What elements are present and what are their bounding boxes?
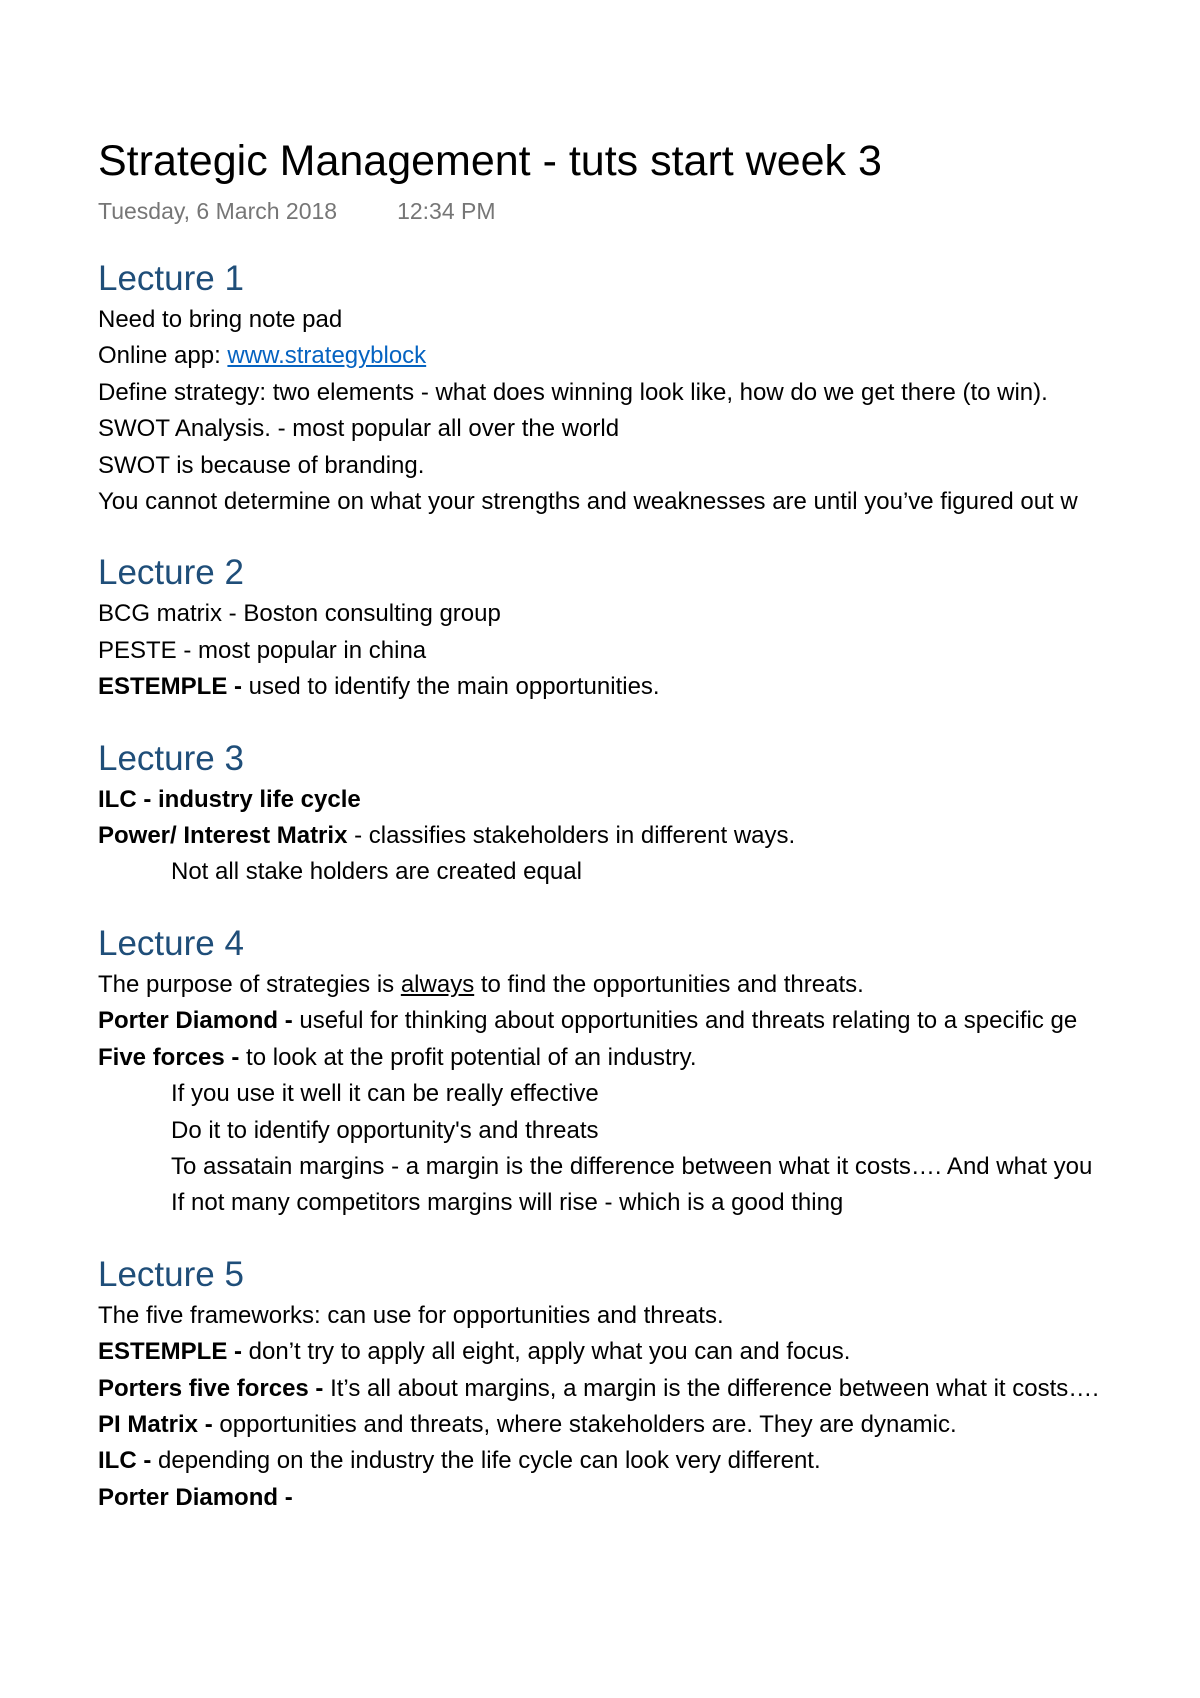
lecture-4-heading: Lecture 4: [98, 923, 244, 963]
term-label: ESTEMPLE -: [98, 1338, 243, 1366]
note-line: The five frameworks: can use for opportunities and threats.: [98, 1301, 724, 1329]
term-label: ESTEMPLE -: [98, 673, 243, 701]
page-meta: [98, 196, 1200, 226]
term-description: It’s all about margins, a margin is the difference between what it costs….: [323, 1374, 1099, 1402]
lecture-5-heading: Lecture 5: [98, 1254, 244, 1294]
term-description: don’t try to apply all eight, apply what you can and focus.: [242, 1338, 851, 1366]
page-content: [98, 132, 1200, 1516]
note-line: [98, 338, 1200, 374]
term-label: PI Matrix -: [98, 1410, 213, 1438]
note-line: Need to bring note pad: [98, 306, 343, 333]
term-description: to look at the profit potential of an industry.: [239, 1043, 697, 1071]
online-app-label: Online app:: [98, 342, 228, 370]
page-title: Strategic Management - tuts start week 3: [98, 137, 882, 185]
term-description: opportunities and threats, where stakeholders are. They are dynamic.: [212, 1410, 957, 1438]
note-line-indented: To assatain margins - a margin is the difference between what it costs…. And what you: [171, 1152, 1093, 1180]
note-line: PESTE - most popular in china: [98, 636, 427, 664]
note-line: [98, 1003, 1200, 1039]
note-line-indented: If you use it well it can be really effective: [171, 1080, 599, 1108]
note-line: [98, 818, 1200, 854]
lecture-1-heading: Lecture 1: [98, 259, 244, 298]
term-label: Porter Diamond -: [98, 1007, 293, 1035]
term-label: Five forces -: [98, 1043, 240, 1071]
note-line: Porter Diamond -: [98, 1483, 293, 1511]
lecture-5-section: [98, 1252, 1200, 1516]
lecture-3-section: [98, 736, 1200, 891]
note-line: [98, 1371, 1200, 1407]
note-line: BCG matrix - Boston consulting group: [98, 600, 501, 628]
lecture-2-heading: Lecture 2: [98, 553, 244, 593]
note-line: [98, 1443, 1200, 1479]
term-label: Porters five forces -: [98, 1374, 324, 1402]
lecture-2-section: [98, 550, 1200, 705]
note-line: Define strategy: two elements - what does winning look like, how do we get there (to win).: [98, 378, 1048, 406]
note-line-indented: If not many competitors margins will rise - which is a good thing: [171, 1189, 844, 1217]
lecture-3-heading: Lecture 3: [98, 738, 244, 778]
lecture-1-section: [98, 256, 1200, 520]
note-line: [98, 1040, 1200, 1076]
note-line-indented: Do it to identify opportunity's and threats: [171, 1116, 599, 1144]
lecture-4-section: [98, 921, 1200, 1222]
note-line: [98, 1334, 1200, 1370]
term-label: ILC -: [98, 1447, 152, 1475]
strategyblock-link[interactable]: www.strategyblock: [227, 342, 427, 370]
term-description: - classifies stakeholders in different ways.: [347, 822, 796, 850]
note-line: You cannot determine on what your strengths and weaknesses are until you’ve figured out w: [98, 488, 1078, 516]
note-line: [98, 1407, 1200, 1443]
term-description: depending on the industry the life cycle can look very different.: [151, 1447, 821, 1475]
note-line: [98, 669, 1200, 705]
underlined-word: always: [400, 970, 475, 998]
term-description: useful for thinking about opportunities and threats relating to a specific ge: [292, 1007, 1078, 1035]
text-fragment: The purpose of strategies is: [98, 970, 401, 998]
page-date: Tuesday, 6 March 2018: [98, 198, 338, 224]
term-description: used to identify the main opportunities.: [242, 673, 660, 701]
text-fragment: to find the opportunities and threats.: [474, 970, 864, 998]
note-line: ILC - industry life cycle: [98, 785, 361, 813]
note-line-indented: Not all stake holders are created equal: [171, 858, 582, 886]
note-line: SWOT Analysis. - most popular all over the world: [98, 415, 620, 443]
term-label: Power/ Interest Matrix: [98, 822, 348, 850]
note-line: [98, 967, 1200, 1003]
note-line: SWOT is because of branding.: [98, 451, 425, 479]
page-time: 12:34 PM: [397, 198, 496, 224]
